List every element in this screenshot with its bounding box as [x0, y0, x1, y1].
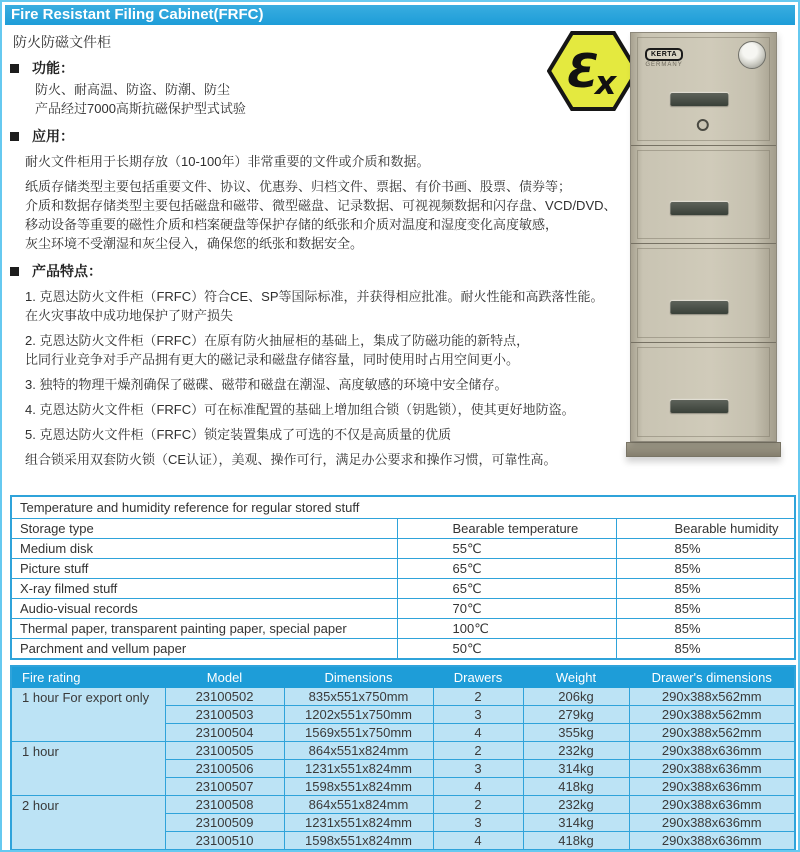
- table-row: [11, 639, 795, 660]
- section-text-line: 比同行业竞争对手产品拥有更大的磁记录和磁盘存储容量，同时使用时占用空间更小。: [25, 352, 520, 367]
- section-paragraph: [25, 331, 628, 369]
- table-cell: 23100510: [165, 832, 284, 851]
- table-cell: 65℃: [397, 559, 616, 579]
- table-cell: 2: [433, 688, 523, 706]
- fire-rating-cell: 2 hour: [11, 796, 165, 851]
- table-cell: 65℃: [397, 579, 616, 599]
- column-header: Storage type: [11, 519, 397, 539]
- table-cell: 3: [433, 760, 523, 778]
- table-cell: 23100503: [165, 706, 284, 724]
- table-cell: 290x388x636mm: [629, 760, 795, 778]
- section-paragraph: [25, 177, 628, 253]
- section-text-line: 防火、耐高温、防盗、防潮、防尘: [35, 82, 231, 97]
- drawer-handle: [670, 400, 728, 413]
- table-cell: 864x551x824mm: [284, 796, 433, 814]
- section-heading-row: [10, 58, 628, 78]
- lock-knob-icon: [738, 41, 766, 69]
- keyhole-icon: [696, 119, 708, 131]
- table-cell: 2: [433, 742, 523, 760]
- table-cell: Thermal paper, transparent painting paper, special paper: [11, 619, 397, 639]
- column-header: Dimensions: [284, 666, 433, 688]
- table-cell: 290x388x562mm: [629, 688, 795, 706]
- table-cell: 835x551x750mm: [284, 688, 433, 706]
- section-text-line: 组合锁采用双套防火锁（CE认证），美观、操作可行，满足办公要求和操作习惯，可靠性高。: [25, 452, 557, 467]
- table-row: [11, 579, 795, 599]
- table-row: [11, 539, 795, 559]
- table-row: [11, 666, 795, 688]
- temp-table-title: Temperature and humidity reference for regular stored stuff: [11, 496, 795, 519]
- section-heading-row: [10, 126, 628, 146]
- table-cell: 279kg: [523, 706, 629, 724]
- table-row: [11, 519, 795, 539]
- table-row: [11, 688, 795, 706]
- section-heading: 产品特点：: [32, 263, 102, 279]
- specifications-table: [10, 665, 796, 851]
- table-cell: 1231x551x824mm: [284, 814, 433, 832]
- table-cell: 232kg: [523, 742, 629, 760]
- column-header: Drawer's dimensions: [629, 666, 795, 688]
- table-row: [11, 496, 795, 519]
- table-cell: 355kg: [523, 724, 629, 742]
- ex-mark-x: x: [595, 63, 617, 102]
- section-heading: 应用：: [32, 128, 74, 144]
- drawer-front-panel: [637, 248, 770, 338]
- table-cell: 1598x551x824mm: [284, 832, 433, 851]
- table-cell: 3: [433, 706, 523, 724]
- section-paragraph: [25, 375, 628, 394]
- table-cell: 3: [433, 814, 523, 832]
- section: [10, 58, 628, 118]
- table-cell: Medium disk: [11, 539, 397, 559]
- table-cell: 290x388x636mm: [629, 814, 795, 832]
- cabinet-drawer: [631, 343, 776, 441]
- section-text-line: 2. 克恩达防火文件柜（FRFC）在原有防火抽屉柜的基础上，集成了防磁功能的新特点，: [25, 333, 530, 348]
- section-text-line: 介质和数据存储类型主要包括磁盘和磁带、微型磁盘、记录数据、可视视频数据和闪存盘、VCD/DVD、: [25, 198, 617, 213]
- section-text-line: 在火灾事故中成功地保护了财产损失: [25, 308, 234, 323]
- table-cell: 23100504: [165, 724, 284, 742]
- drawer-handle: [670, 202, 728, 215]
- section-text-line: 移动设备等重要的磁性介质和档案硬盘等保护存储的纸张和介质对温度和湿度变化高度敏感，: [25, 217, 559, 232]
- table-cell: 23100502: [165, 688, 284, 706]
- temp-table-body: [11, 496, 795, 659]
- ex-hexagon-icon: [547, 30, 639, 112]
- table-cell: X-ray filmed stuff: [11, 579, 397, 599]
- filing-cabinet-photo: [630, 32, 777, 457]
- section-text-line: 5. 克恩达防火文件柜（FRFC）锁定装置集成了可选的不仅是高质量的优质: [25, 427, 452, 442]
- drawer-handle: [670, 301, 728, 314]
- table-cell: 1231x551x824mm: [284, 760, 433, 778]
- drawer-front-panel: [637, 150, 770, 239]
- cabinet-drawer: [631, 244, 776, 343]
- table-cell: 290x388x562mm: [629, 706, 795, 724]
- table-cell: Parchment and vellum paper: [11, 639, 397, 660]
- column-header: Weight: [523, 666, 629, 688]
- table-cell: Audio-visual records: [11, 599, 397, 619]
- table-cell: 23100507: [165, 778, 284, 796]
- cabinet-body: [630, 32, 777, 442]
- table-cell: 290x388x636mm: [629, 742, 795, 760]
- table-cell: 290x388x636mm: [629, 796, 795, 814]
- table-row: [11, 796, 795, 814]
- table-cell: 290x388x636mm: [629, 832, 795, 851]
- section-text-line: 3. 独特的物理干燥剂确保了磁碟、磁带和磁盘在潮湿、高度敏感的环境中安全储存。: [25, 377, 508, 392]
- page-subtitle: 防火防磁文件柜: [13, 34, 111, 50]
- column-header: Bearable temperature: [397, 519, 616, 539]
- table-cell: 85%: [616, 539, 795, 559]
- table-cell: 206kg: [523, 688, 629, 706]
- column-header: Fire rating: [11, 666, 165, 688]
- table-cell: 4: [433, 832, 523, 851]
- table-cell: 4: [433, 724, 523, 742]
- section-text-line: 耐火文件柜用于长期存放（10-100年）非常重要的文件或介质和数据。: [25, 154, 430, 169]
- section: [10, 126, 628, 253]
- table-cell: 85%: [616, 639, 795, 660]
- ex-certification-mark: [547, 30, 639, 112]
- table-row: [11, 559, 795, 579]
- section-paragraph: [25, 400, 628, 419]
- table-cell: 290x388x562mm: [629, 724, 795, 742]
- section-heading: 功能：: [32, 60, 74, 76]
- bullet-square-icon: [10, 132, 19, 141]
- section-paragraph: [25, 287, 628, 325]
- section-text-line: 4. 克恩达防火文件柜（FRFC）可在标准配置的基础上增加组合锁（钥匙锁），使其更好地防盗。: [25, 402, 575, 417]
- section-text-line: 产品经过7000高斯抗磁保护型式试验: [35, 101, 246, 116]
- drawer-handle: [670, 93, 728, 106]
- brand-name: KERTA: [645, 48, 683, 61]
- cabinet-brand-label: [645, 44, 683, 68]
- ex-mark-e: Ɛ: [567, 44, 600, 98]
- table-cell: 85%: [616, 579, 795, 599]
- temperature-humidity-table: [10, 495, 796, 660]
- table-cell: 55℃: [397, 539, 616, 559]
- table-cell: 314kg: [523, 814, 629, 832]
- table-cell: 1569x551x750mm: [284, 724, 433, 742]
- table-cell: 4: [433, 778, 523, 796]
- page-title: Fire Resistant Filing Cabinet(FRFC): [5, 5, 795, 25]
- cabinet-base: [626, 442, 781, 457]
- spec-table-body: [11, 688, 795, 851]
- table-cell: 418kg: [523, 778, 629, 796]
- table-cell: 1202x551x750mm: [284, 706, 433, 724]
- table-cell: 85%: [616, 619, 795, 639]
- table-cell: 50℃: [397, 639, 616, 660]
- cabinet-drawer: [631, 33, 776, 146]
- sections-block: [10, 50, 628, 492]
- column-header: Model: [165, 666, 284, 688]
- section: [10, 261, 628, 469]
- table-cell: Picture stuff: [11, 559, 397, 579]
- table-cell: 290x388x636mm: [629, 778, 795, 796]
- column-header: Drawers: [433, 666, 523, 688]
- table-cell: 418kg: [523, 832, 629, 851]
- bullet-square-icon: [10, 64, 19, 73]
- fire-rating-cell: 1 hour: [11, 742, 165, 796]
- table-row: [11, 599, 795, 619]
- section-paragraph: [25, 450, 628, 469]
- column-header: Bearable humidity: [616, 519, 795, 539]
- table-cell: 100℃: [397, 619, 616, 639]
- table-cell: 232kg: [523, 796, 629, 814]
- section-paragraph: [35, 80, 628, 118]
- drawer-front-panel: [637, 347, 770, 437]
- table-cell: 23100506: [165, 760, 284, 778]
- spec-table-head: [11, 666, 795, 688]
- table-cell: 85%: [616, 559, 795, 579]
- table-cell: 864x551x824mm: [284, 742, 433, 760]
- section-paragraph: [25, 152, 628, 171]
- table-cell: 70℃: [397, 599, 616, 619]
- section-heading-row: [10, 261, 628, 281]
- table-cell: 23100509: [165, 814, 284, 832]
- section-paragraph: [25, 425, 628, 444]
- table-cell: 23100505: [165, 742, 284, 760]
- table-row: [11, 619, 795, 639]
- table-cell: 1598x551x824mm: [284, 778, 433, 796]
- section-text-line: 灰尘环境不受潮湿和灰尘侵入，确保您的纸张和数据安全。: [25, 236, 364, 251]
- table-cell: 2: [433, 796, 523, 814]
- section-text-line: 1. 克恩达防火文件柜（FRFC）符合CE、SP等国际标准，并获得相应批准。耐火性能和高跌落性能。: [25, 289, 604, 304]
- bullet-square-icon: [10, 267, 19, 276]
- fire-rating-cell: 1 hour For export only: [11, 688, 165, 742]
- table-row: [11, 742, 795, 760]
- table-cell: 314kg: [523, 760, 629, 778]
- table-cell: 23100508: [165, 796, 284, 814]
- brand-country: GERMANY: [645, 62, 683, 68]
- cabinet-drawer: [631, 146, 776, 244]
- section-text-line: 纸质存储类型主要包括重要文件、协议、优惠券、归档文件、票据、有价书画、股票、债券等；: [25, 179, 572, 194]
- table-cell: 85%: [616, 599, 795, 619]
